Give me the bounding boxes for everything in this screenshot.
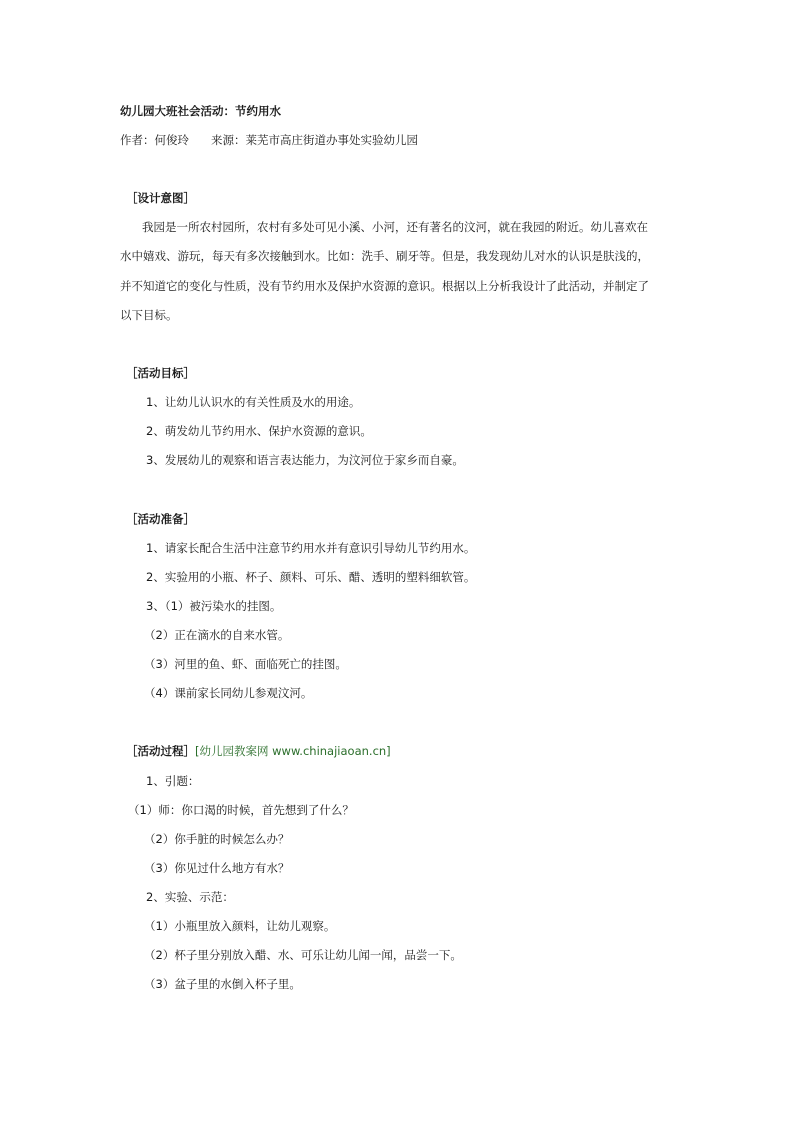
design-line-2: 水中嬉戏、游玩，每天有多次接触到水。比如：洗手、刷牙等。但是，我发现幼儿对水的认识是肤浅的， [120,249,649,263]
author-line [120,132,418,148]
prep-item-3: 3、（1）被污染水的挂图。 [146,599,282,613]
prep-item-2: 2、实验用的小瓶、杯子、颜料、可乐、醋、透明的塑料细软管。 [146,570,476,584]
goal-item-2: 2、萌发幼儿节约用水、保护水资源的意识。 [146,424,372,438]
process-item-8: （3）盆子里的水倒入杯子里。 [144,977,301,991]
process-heading-line [126,743,391,759]
process-item-2: （1）师：你口渴的时候，首先想到了什么？ [128,803,354,817]
prep-heading: ［活动准备］ [126,512,195,526]
prep-item-1: 1、请家长配合生活中注意节约用水并有意识引导幼儿节约用水。 [146,541,476,555]
design-heading: ［设计意图］ [126,191,195,205]
design-line-3: 并不知道它的变化与性质，没有节约用水及保护水资源的意识。根据以上分析我设计了此活动，并制定了 [120,279,649,293]
process-item-6: （1）小瓶里放入颜料，让幼儿观察。 [144,919,336,933]
design-line-1: 我园是一所农村园所，农村有多处可见小溪、小河，还有著名的汶河，就在我园的附近。幼儿喜欢在 [142,220,648,234]
goals-heading: ［活动目标］ [126,366,195,380]
source: 来源：莱芜市高庄街道办事处实验幼儿园 [211,133,418,147]
design-line-4: 以下目标。 [120,308,178,322]
process-item-3: （2）你手脏的时候怎么办？ [144,832,290,846]
process-item-4: （3）你见过什么地方有水？ [144,861,290,875]
process-item-7: （2）杯子里分别放入醋、水、可乐让幼儿闻一闻，品尝一下。 [144,948,462,962]
goal-item-1: 1、让幼儿认识水的有关性质及水的用途。 [146,395,361,409]
document-title: 幼儿园大班社会活动：节约用水 [120,104,281,118]
prep-item-6: （4）课前家长同幼儿参观汶河。 [144,686,313,700]
prep-item-4: （2）正在滴水的自来水管。 [144,628,290,642]
process-item-5: 2、实验、示范： [146,890,234,904]
process-item-1: 1、引题： [146,774,200,788]
prep-item-5: （3）河里的鱼、虾、面临死亡的挂图。 [144,657,347,671]
goal-item-3: 3、发展幼儿的观察和语言表达能力，为汶河位于家乡而自豪。 [146,453,464,467]
site-link[interactable]: [幼儿园教案网 www.chinajiaoan.cn] [195,744,391,758]
author: 作者：何俊玲 [120,133,189,147]
process-heading: ［活动过程］ [126,744,195,758]
